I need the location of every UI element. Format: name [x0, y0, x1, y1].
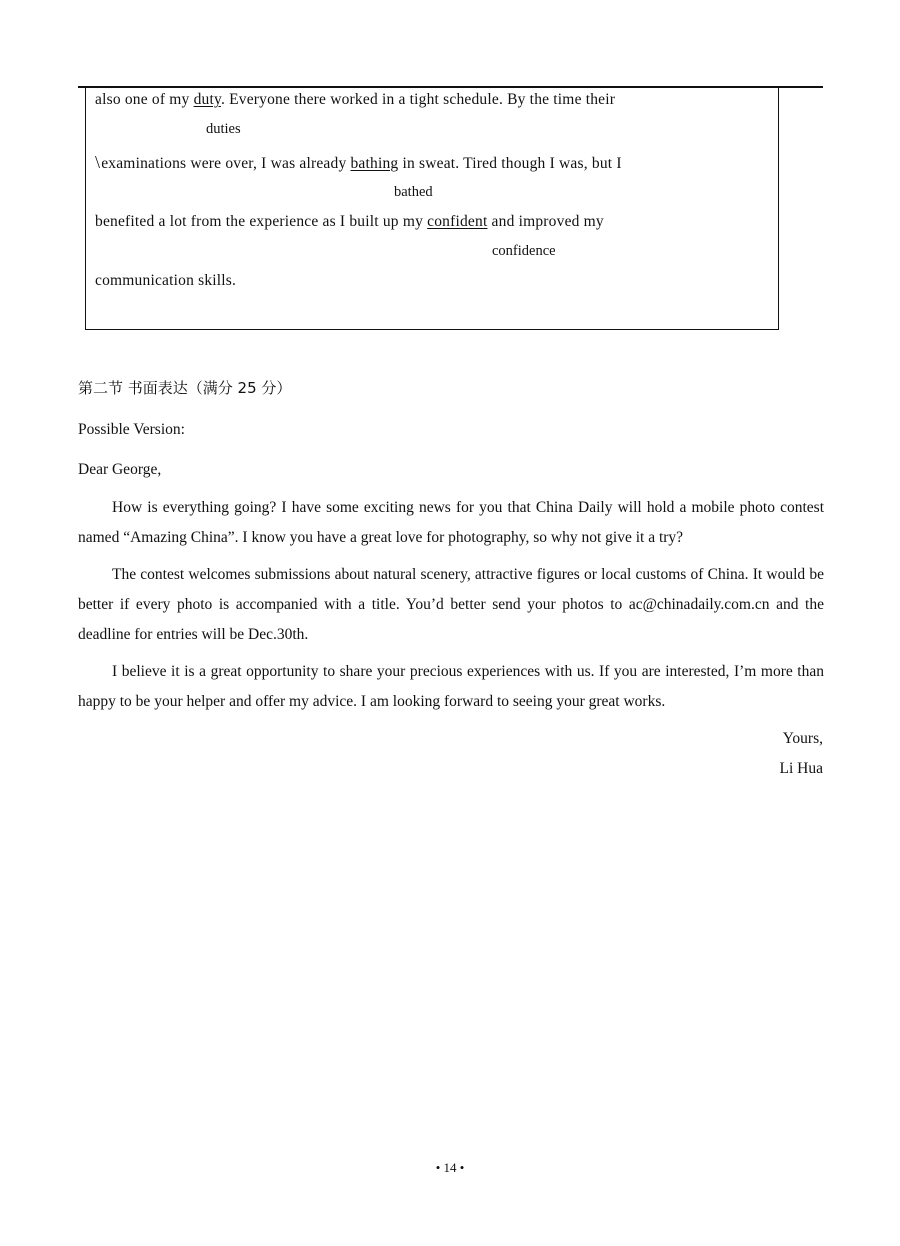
correction-fix-2: bathed — [394, 184, 433, 200]
section-heading: 第二节 书面表达（满分 25 分） — [78, 379, 292, 397]
letter-paragraph-2: The contest welcomes submissions about natural scenery, attractive figures or local customs of China. It would be better if every photo is accompanied with a title. You’d better send your photos to ac@chinadaily.com.cn and the deadline for entries will be Dec.30th. — [78, 566, 824, 643]
line-text: and improved my — [487, 213, 604, 230]
correction-line-4: communication skills. — [95, 272, 237, 289]
deletion-mark: \ — [95, 152, 101, 172]
correction-fix-1: duties — [206, 121, 241, 137]
letter-greeting: Dear George, — [78, 461, 162, 478]
line-text: . Everyone there worked in a tight schedule. By the time their — [220, 91, 616, 108]
error-word: confident — [427, 213, 488, 230]
correction-fix-3: confidence — [492, 243, 556, 259]
correction-box — [85, 88, 779, 330]
letter-paragraph-1: How is everything going? I have some exciting news for you that China Daily will hold a mobile photo contest named “Amazing China”. I know you have a great love for photography, so why not give it a try? — [78, 499, 824, 546]
line-text: benefited a lot from the experience as I built up my — [95, 213, 428, 230]
letter-closing: Yours, — [782, 730, 823, 747]
page-number: • 14 • — [435, 1160, 465, 1175]
letter-paragraph-3: I believe it is a great opportunity to share your precious experiences with us. If you are interested, I’m more than happy to be your helper and offer my advice. I am looking forward to seeing your great works. — [78, 663, 824, 710]
correction-line-3 — [95, 213, 604, 231]
line-text: also one of my — [95, 91, 194, 108]
correction-line-1 — [95, 91, 615, 109]
possible-version-label: Possible Version: — [78, 421, 185, 438]
error-word: bathing — [350, 155, 399, 172]
line-text: in sweat. Tired though I was, but I — [398, 155, 622, 172]
line-text: examinations were over, I was already — [101, 155, 351, 172]
error-word: duty — [193, 91, 221, 108]
letter-signature: Li Hua — [779, 760, 823, 777]
correction-line-2 — [95, 152, 622, 173]
